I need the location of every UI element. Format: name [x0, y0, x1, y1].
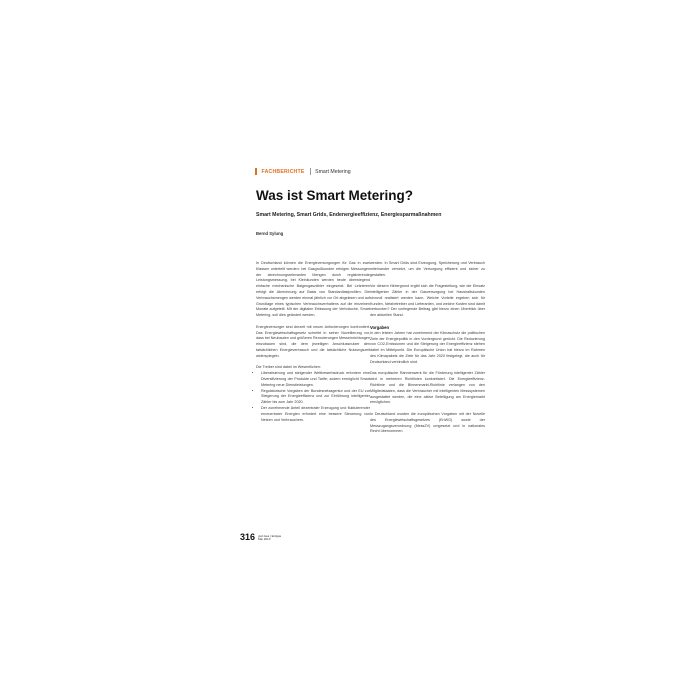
paragraph: In Deutschland wurden die europäischen Vorgaben mit der Novelle des Energiewirtschaftsgesetzes (EnWG) sowie der Messzugangsverordnung (MessZV) umgesetzt und in nationales Recht übernommen.	[370, 411, 485, 434]
list-item: • Regulatorische Vorgaben der Bundesnetzagentur und der EU zur Steigerung der Energieeffizienz und zur Einführung intelligenter Zähler bis zum Jahr 2020.	[261, 389, 370, 406]
running-header	[255, 168, 351, 175]
publication-line: Mai 2010	[258, 537, 271, 542]
paragraph: In den letzten Jahren hat zunehmend der Klimaschutz die politischen Ziele der Energiepolitik in den Vordergrund gerückt. Die Reduzierung von CO2-Emissionen und die Steigerung der Energieeffizienz stehen dabei im Mittelpunkt. Die Europäische Union hat hierzu im Rahmen des Klimapakets die Ziele für das Jahr 2020 festgelegt, die auch für Deutschland verbindlich sind.	[370, 330, 485, 364]
paragraph: In Deutschland können die Energieversorgungen für Gas in zwei Klassen unterteilt werden: bei Gasgroßkunden erfolgen Messungen der abrechnungsrelevanten Mengen durch registrierende Leistungsmessung, bei Kleinkunden werden heute überwiegend einfache mechanische Balgengaszähler eingesetzt. Bei Letzteren erfolgt die Abrechnung auf Basis von Standardlastprofilen. Die Verbrauchsmengen werden einmal jährlich vor Ort abgelesen und auf Grundlage eines typischen Verbrauchsverhaltens auf die einzelnen Monate aufgeteilt. Mit der digitalen Erfassung der Verbräuche, Smart Metering, soll dies geändert werden.	[256, 261, 370, 318]
paragraph: Das europäische Rahmenwerk für die Förderung intelligenter Zähler wird in mehreren Richtlinien konkretisiert. Die Energieeffizienz-Richtlinie und die Binnenmarkt-Richtlinie verlangen von den Mitgliedstaaten, dass die Verbraucher mit intelligenten Messsystemen ausgestattet werden, die eine aktive Beteiligung am Energiemarkt ermöglichen.	[370, 371, 485, 405]
body-column-right	[370, 261, 485, 531]
page-footer	[240, 533, 281, 542]
header-accent-bar	[255, 168, 257, 175]
paragraph: Energieversorger sind derzeit mit neuen Anforderungen konfrontiert. Das Energiewirtschaftsgesetz schreibt in seiner Novellierung vor, dass bei Neubauten und größeren Renovierungen Messeinrichtungen einzubauen sind, die dem jeweiligen Anschlussnutzer den tatsächlichen Energieverbrauch und die tatsächliche Nutzungszeit widerspiegeln.	[256, 324, 370, 358]
article-keywords: Smart Metering, Smart Grids, Endenergieeffizienz, Energiesparmaßnahmen	[256, 212, 442, 218]
section-label: FACHBERICHTE	[261, 168, 305, 175]
article-author: Bernd Sylung	[256, 231, 284, 236]
list-item: • Liberalisierung und steigender Wettbewerbsdruck erfordern eine Diversifizierung der Produkte und Tarife; zudem ermöglicht Smart Metering neue Dienstleistungen.	[261, 371, 370, 388]
paragraph: Vor diesem Hintergrund ergibt sich die Fragestellung, wie der Einsatz intelligenter Zähler in der Gasversorgung bei Haushaltskunden sinnvoll realisiert werden kann. Welche Vorteile ergeben sich für Kunden, Netzbetreiber und Lieferanten, und welche Kosten sind damit verbunden? Der vorliegende Beitrag gibt hierzu einen Überblick über den aktuellen Stand.	[370, 284, 485, 318]
publication-line: gwf-Gas | Erdgas	[258, 533, 282, 538]
list-item: • Der zunehmende Anteil dezentraler Erzeugung und fluktuierender erneuerbarer Energien erfordert eine bessere Steuerung von Netzen und Verbrauchern.	[261, 406, 370, 423]
section-heading: Vorgaben	[370, 324, 390, 330]
paragraph: werden. In Smart Grids sind Erzeugung, Speicherung und Verbrauch miteinander vernetzt, um die Versorgung effizient und sicher zu gestalten.	[370, 261, 485, 277]
body-column-left	[256, 261, 370, 531]
publication-info	[258, 535, 281, 542]
article-title: Was ist Smart Metering?	[256, 188, 414, 203]
header-separator	[310, 168, 311, 175]
topic-label: Smart Metering	[315, 168, 351, 175]
page-number: 316	[240, 532, 256, 542]
paragraph: Die Treiber sind dabei im Wesentlichen:	[256, 365, 321, 370]
bullet-list	[256, 371, 370, 423]
